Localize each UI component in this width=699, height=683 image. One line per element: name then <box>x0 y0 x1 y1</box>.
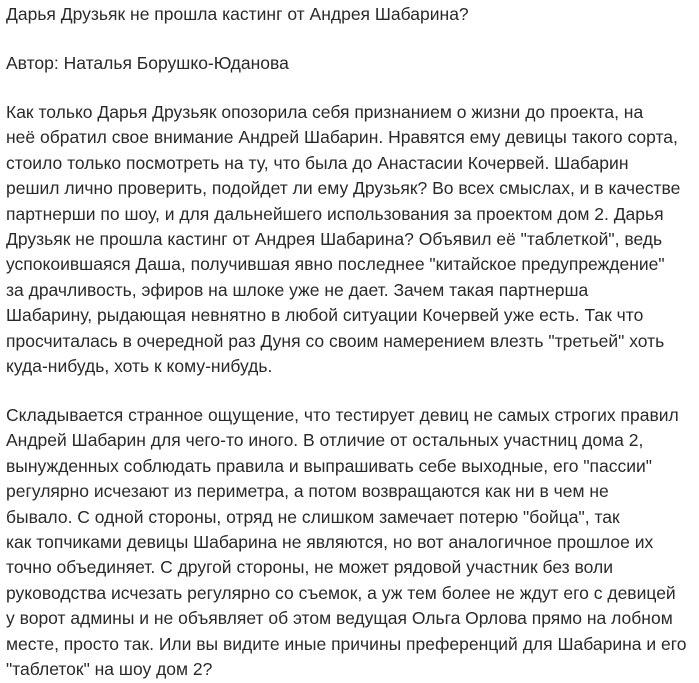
paragraph-line: как топчиками девицы Шабарина не являются, но вот аналогичное прошлое их <box>6 531 654 552</box>
paragraph-line: за драчливость, эфиров на шлоке уже не дает. Зачем такая партнерша <box>6 279 589 300</box>
paragraph-line: стоило только посмотреть на ту, что была до Анастасии Кочервей. Шабарин <box>6 152 629 173</box>
paragraph-line: успокоившаяся Даша, получившая явно последнее "китайское предупреждение" <box>6 254 665 275</box>
article-title: Дарья Друзьяк не прошла кастинг от Андрея Шабарина? <box>6 4 469 24</box>
paragraph-line: куда-нибудь, хоть к кому-нибудь. <box>6 355 273 376</box>
paragraph-line: партнерши по шоу, и для дальнейшего использования за проектом дом 2. Дарья <box>6 203 664 224</box>
paragraph-line: просчиталась в очередной раз Дуня со своим намерением влезть "третьей" хоть <box>6 330 665 351</box>
paragraph-line: Андрей Шабарин для чего-то иного. В отличие от остальных участниц дома 2, <box>6 430 644 451</box>
paragraph-line: точно объединяет. С другой стороны, не может рядовой участник без воли <box>6 557 613 578</box>
paragraph-line: бывало. С одной стороны, отряд не слишком замечает потерю "бойца", так <box>6 506 620 527</box>
paragraph-line: Шабарину, рыдающая невнятно в любой ситуации Кочервей уже есть. Так что <box>6 305 644 326</box>
paragraph-line: вынужденных соблюдать правила и выпрашивать себе выходные, его "пассии" <box>6 455 653 476</box>
paragraph-line: месте, просто так. Или вы видите иные причины преференций для Шабарина и его <box>6 633 687 654</box>
paragraph-line: неё обратил свое внимание Андрей Шабарин. Нравятся ему девицы такого сорта, <box>6 127 678 148</box>
paragraph-line: "таблеток" на шоу дом 2? <box>6 658 213 679</box>
paragraph-1 <box>6 100 680 379</box>
paragraph-line: у ворот админы и не объявляет об этом ведущая Ольга Орлова прямо на лобном <box>6 608 673 629</box>
paragraph-line: Складывается странное ощущение, что тестирует девиц не самых строгих правил <box>6 405 679 425</box>
paragraph-2 <box>6 403 686 682</box>
paragraph-line: решил лично проверить, подойдет ли ему Друзьяк? Во всех смыслах, и в качестве <box>6 178 681 199</box>
paragraph-line: Как только Дарья Друзьяк опозорила себя признанием о жизни до проекта, на <box>6 102 644 122</box>
paragraph-line: Друзьяк не прошла кастинг от Андрея Шабарина? Объявил её "таблеткой", ведь <box>6 228 663 249</box>
paragraph-line: руководства исчезать регулярно со съемок, а уж тем более не ждут его с девицей <box>6 582 676 603</box>
paragraph-line: регулярно исчезают из периметра, а потом возвращаются как ни в чем не <box>6 481 609 502</box>
article-author: Автор: Наталья Борушко-Юданова <box>6 53 289 73</box>
